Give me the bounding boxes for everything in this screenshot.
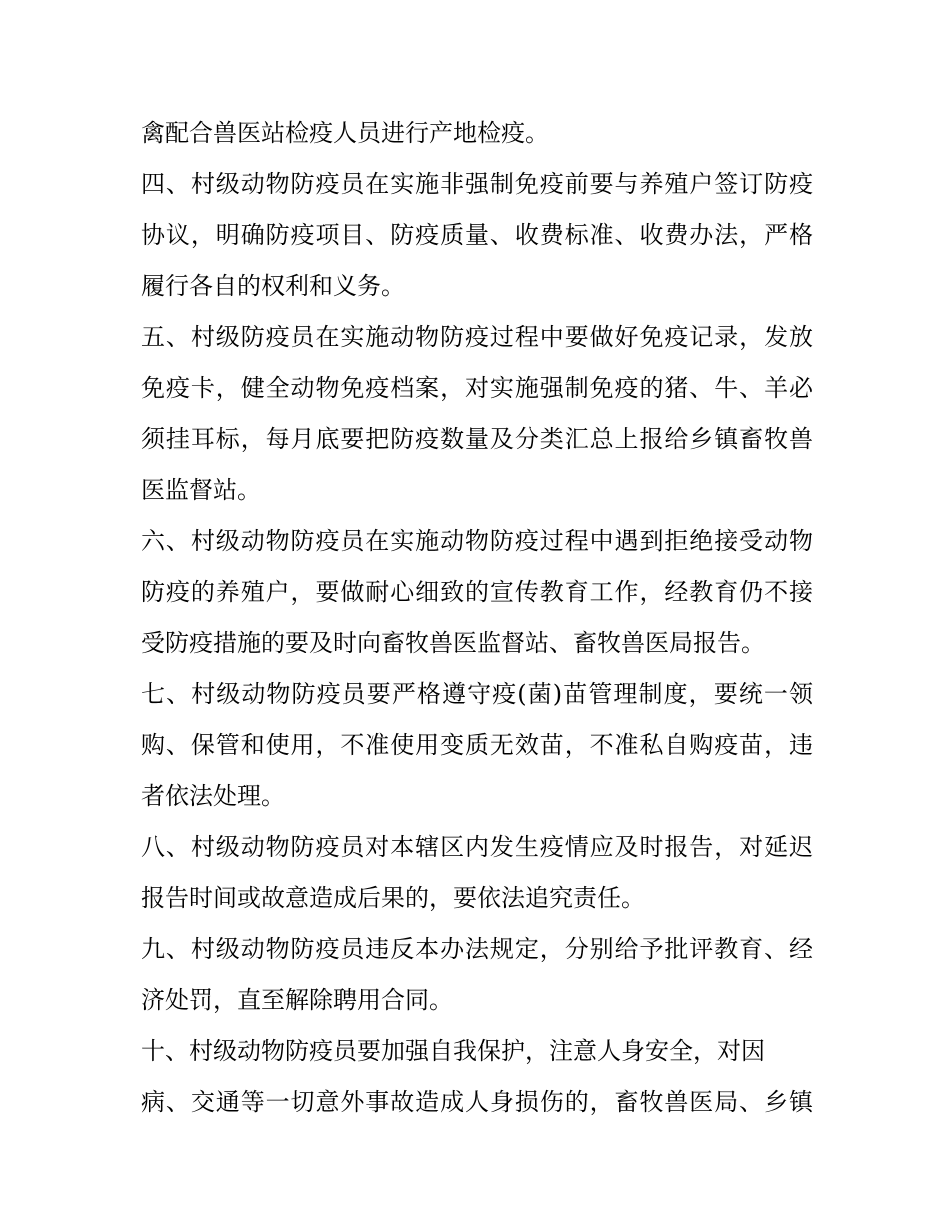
text-line: 八、村级动物防疫员对本辖区内发生疫情应及时报告，对延迟 xyxy=(141,833,813,861)
text-line: 六、村级动物防疫员在实施动物防疫过程中遇到拒绝接受动物 xyxy=(141,527,813,555)
text-line: 病、交通等一切意外事故造成人身损伤的，畜牧兽医局、乡镇 xyxy=(141,1088,813,1116)
text-line: 防疫的养殖户，要做耐心细致的宣传教育工作，经教育仍不接 xyxy=(141,578,813,606)
text-line: 免疫卡，健全动物免疫档案，对实施强制免疫的猪、牛、羊必 xyxy=(141,374,813,402)
text-line: 济处罚，直至解除聘用合同。 xyxy=(141,986,453,1014)
text-line: 受防疫措施的要及时向畜牧兽医监督站、畜牧兽医局报告。 xyxy=(141,629,765,657)
text-line: 禽配合兽医站检疫人员进行产地检疫。 xyxy=(141,119,549,147)
text-line: 报告时间或故意造成后果的，要依法追究责任。 xyxy=(141,884,645,912)
text-line: 购、保管和使用，不准使用变质无效苗，不准私自购疫苗，违 xyxy=(141,731,813,759)
text-line: 协议，明确防疫项目、防疫质量、收费标准、收费办法，严格 xyxy=(141,221,813,249)
text-line: 五、村级防疫员在实施动物防疫过程中要做好免疫记录，发放 xyxy=(141,323,813,351)
text-line: 医监督站。 xyxy=(141,476,261,504)
text-line: 者依法处理。 xyxy=(141,782,285,810)
text-line: 履行各自的权利和义务。 xyxy=(141,272,405,300)
text-line: 须挂耳标，每月底要把防疫数量及分类汇总上报给乡镇畜牧兽 xyxy=(141,425,813,453)
document-body xyxy=(141,108,813,1128)
text-line: 十、村级动物防疫员要加强自我保护，注意人身安全，对因 xyxy=(141,1037,765,1065)
text-line: 七、村级动物防疫员要严格遵守疫(菌)苗管理制度，要统一领 xyxy=(141,680,813,708)
text-line: 九、村级动物防疫员违反本办法规定，分别给予批评教育、经 xyxy=(141,935,813,963)
text-line: 四、村级动物防疫员在实施非强制免疫前要与养殖户签订防疫 xyxy=(141,170,813,198)
